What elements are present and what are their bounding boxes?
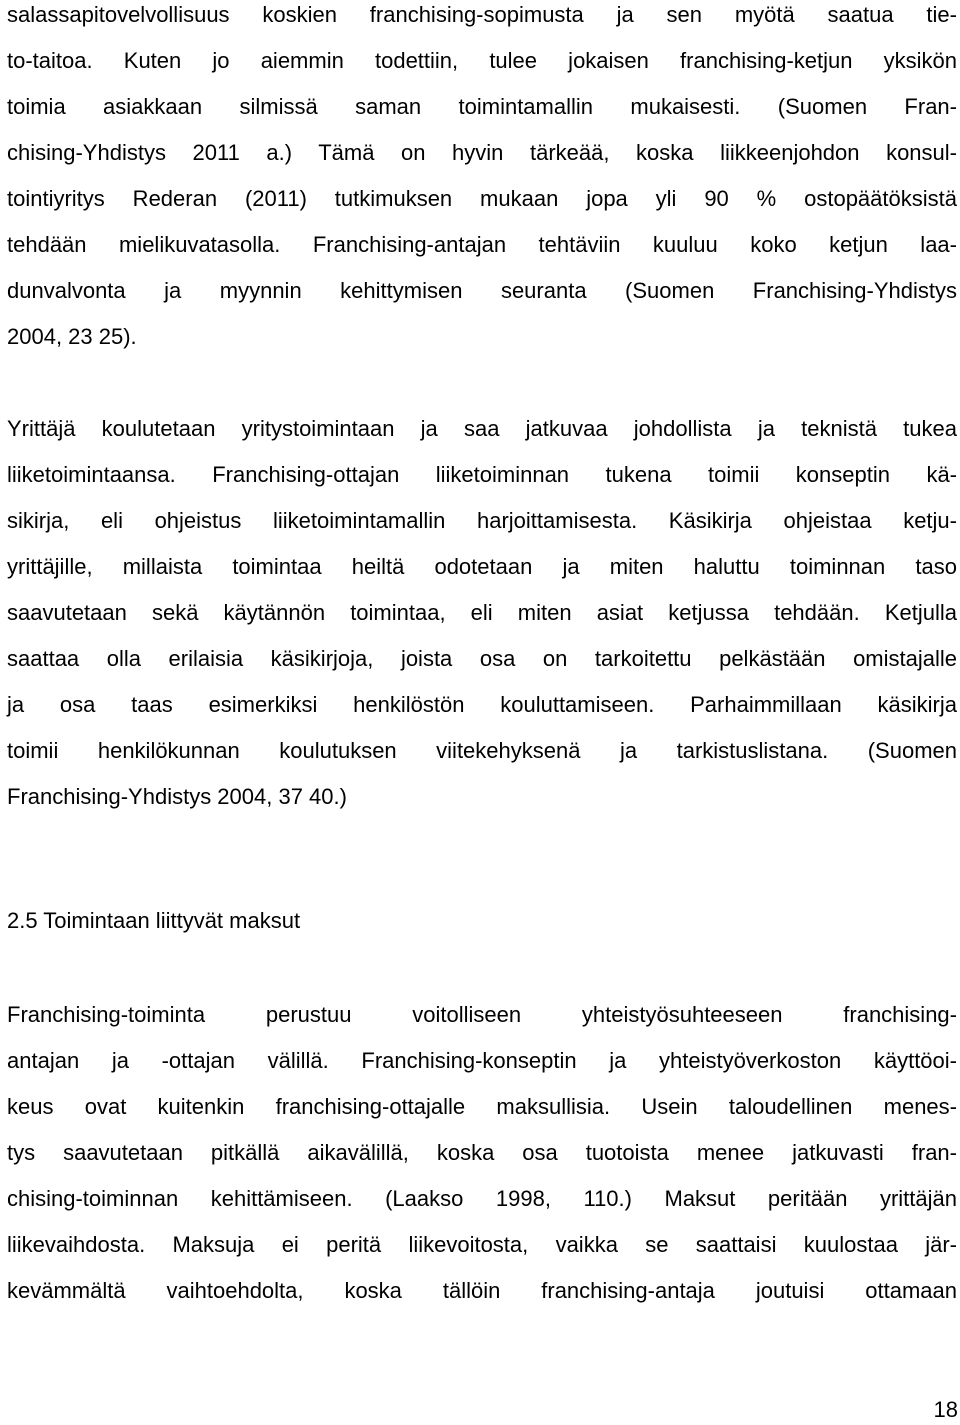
text-line: ja osa taas esimerkiksi henkilöstön kouluttamiseen. Parhaimmillaan käsikirja <box>7 692 957 717</box>
text-line: chising-toiminnan kehittämiseen. (Laakso 1998, 110.) Maksut peritään yrittäjän <box>7 1186 957 1211</box>
text-line: liikevaihdosta. Maksuja ei peritä liikevoitosta, vaikka se saattaisi kuulostaa jär- <box>7 1232 957 1257</box>
text-line: to-taitoa. Kuten jo aiemmin todettiin, tulee jokaisen franchising-ketjun yksikön <box>7 48 957 73</box>
text-line: Franchising-toiminta perustuu voitolliseen yhteistyösuhteeseen franchising- <box>7 1002 957 1027</box>
text-line: toimii henkilökunnan koulutuksen viitekehyksenä ja tarkistuslistana. (Suomen <box>7 738 957 763</box>
text-line: toimia asiakkaan silmissä saman toimintamallin mukaisesti. (Suomen Fran- <box>7 94 957 119</box>
text-line: Franchising-Yhdistys 2004, 37 40.) <box>7 784 347 809</box>
text-line: salassapitovelvollisuus koskien franchising-sopimusta ja sen myötä saatua tie- <box>7 2 957 27</box>
page-number: 18 <box>933 1397 958 1422</box>
text-line: sikirja, eli ohjeistus liiketoimintamallin harjoittamisesta. Käsikirja ohjeistaa ketju- <box>7 508 957 533</box>
text-line: 2004, 23 25). <box>7 324 137 349</box>
text-line: saavutetaan sekä käytännön toimintaa, eli miten asiat ketjussa tehdään. Ketjulla <box>7 600 957 625</box>
section-heading: 2.5 Toimintaan liittyvät maksut <box>7 908 301 933</box>
text-line: saattaa olla erilaisia käsikirjoja, joista osa on tarkoitettu pelkästään omistajalle <box>7 646 957 671</box>
text-line: tys saavutetaan pitkällä aikavälillä, koska osa tuotoista menee jatkuvasti fran- <box>7 1140 957 1165</box>
text-line: dunvalvonta ja myynnin kehittymisen seuranta (Suomen Franchising-Yhdistys <box>7 278 957 303</box>
text-line: kevämmältä vaihtoehdolta, koska tällöin franchising-antaja joutuisi ottamaan <box>7 1278 957 1303</box>
text-line: tehdään mielikuvatasolla. Franchising-antajan tehtäviin kuuluu koko ketjun laa- <box>7 232 957 257</box>
text-line: keus ovat kuitenkin franchising-ottajalle maksullisia. Usein taloudellinen menes- <box>7 1094 957 1119</box>
text-line: chising-Yhdistys 2011 a.) Tämä on hyvin tärkeää, koska liikkeenjohdon konsul- <box>7 140 957 165</box>
text-line: liiketoimintaansa. Franchising-ottajan liiketoiminnan tukena toimii konseptin kä- <box>7 462 957 487</box>
text-line: yrittäjille, millaista toimintaa heiltä odotetaan ja miten haluttu toiminnan taso <box>7 554 957 579</box>
text-line: tointiyritys Rederan (2011) tutkimuksen mukaan jopa yli 90 % ostopäätöksistä <box>7 186 957 211</box>
text-line: Yrittäjä koulutetaan yritystoimintaan ja saa jatkuvaa johdollista ja teknistä tukea <box>7 416 957 441</box>
text-line: antajan ja -ottajan välillä. Franchising-konseptin ja yhteistyöverkoston käyttöoi- <box>7 1048 957 1073</box>
